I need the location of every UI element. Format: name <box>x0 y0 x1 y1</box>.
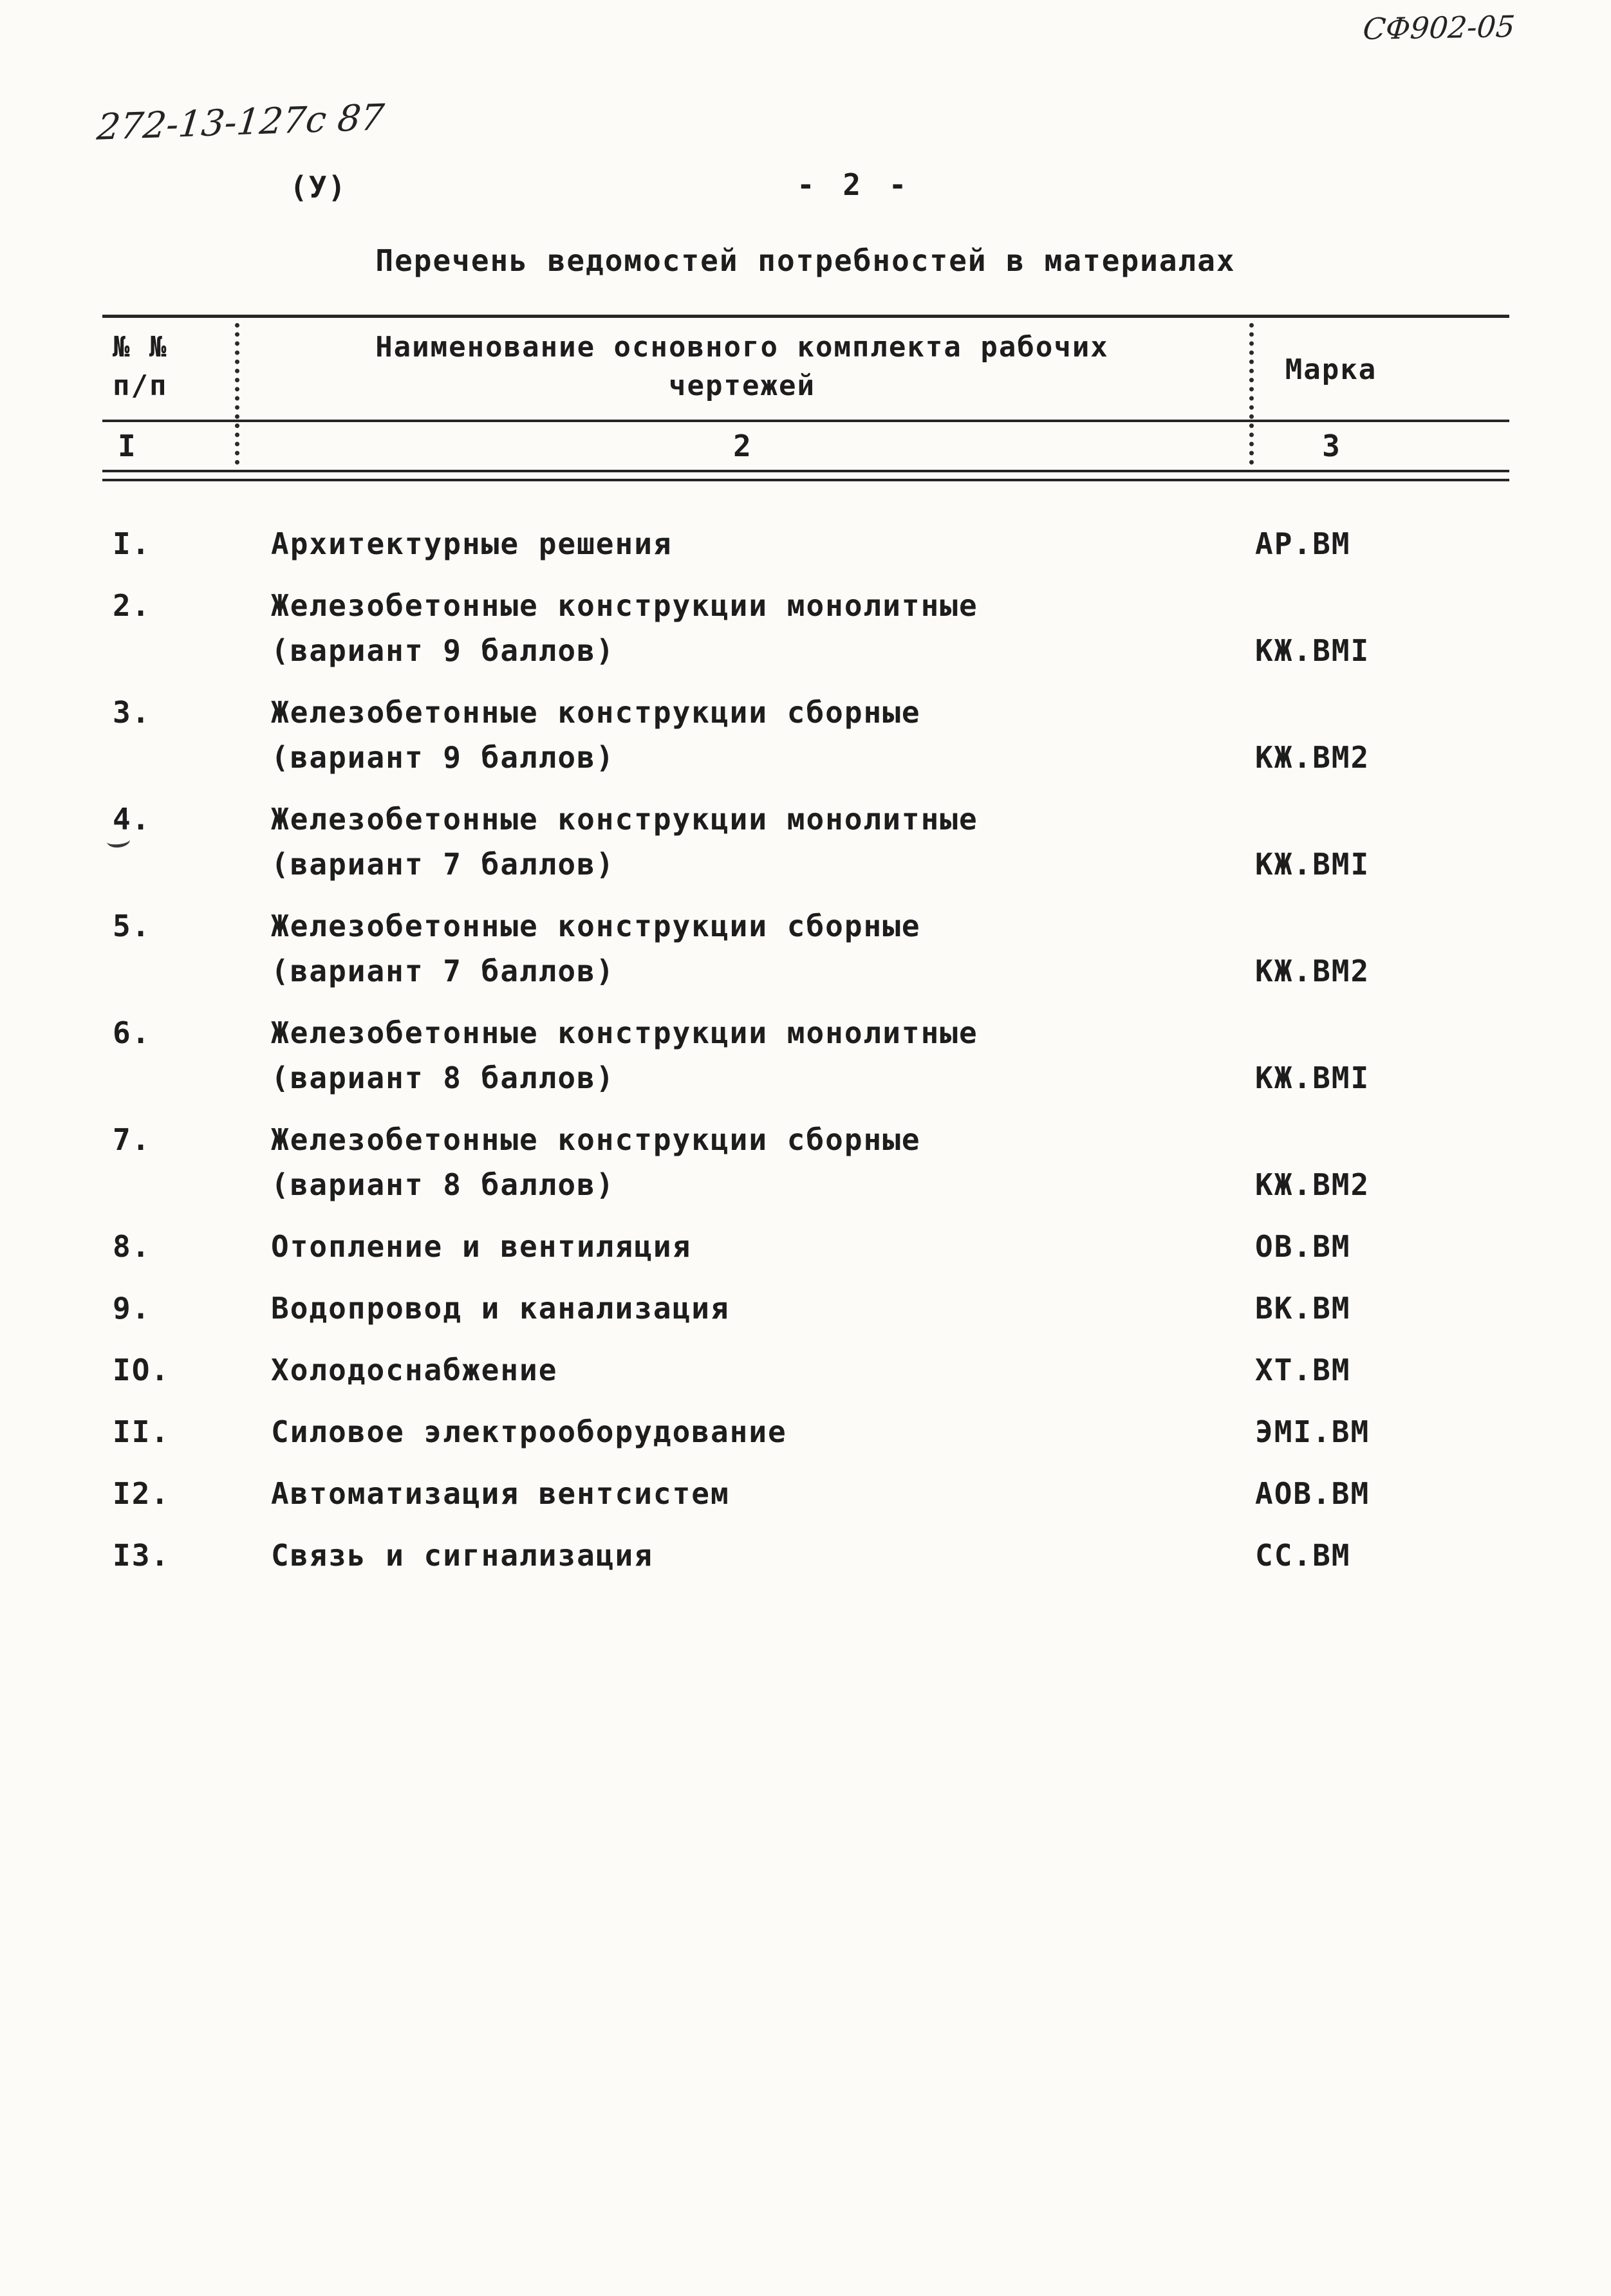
row-number: 2. <box>113 588 151 623</box>
row-mark: КЖ.ВМI <box>1255 847 1370 882</box>
table-row <box>102 583 1509 673</box>
row-name-line2: (вариант 9 баллов) <box>271 740 615 775</box>
row-name-line1: Железобетонные конструкции монолитные <box>271 588 978 623</box>
row-mark: КЖ.ВМ2 <box>1255 954 1370 988</box>
series-mark: (У) <box>290 170 348 205</box>
materials-list-table <box>102 315 1509 1595</box>
row-name-line1: Холодоснабжение <box>271 1353 558 1387</box>
row-name-line2: (вариант 9 баллов) <box>271 633 615 668</box>
row-number: 4. <box>113 802 151 837</box>
table-body <box>102 481 1509 1578</box>
row-mark: КЖ.ВМ2 <box>1255 1167 1370 1202</box>
row-mark: КЖ.ВМ2 <box>1255 740 1370 775</box>
row-number: I. <box>113 526 151 561</box>
row-number: II. <box>113 1414 171 1449</box>
double-rule <box>102 470 1509 481</box>
table-row <box>102 797 1509 887</box>
row-name-line1: Железобетонные конструкции монолитные <box>271 1015 978 1050</box>
table-row <box>102 690 1509 780</box>
column-separator-dotted-right <box>1249 323 1254 465</box>
row-name-line1: Железобетонные конструкции сборные <box>271 909 921 943</box>
row-mark: ОВ.ВМ <box>1255 1229 1351 1264</box>
row-name-line1: Силовое электрооборудование <box>271 1414 787 1449</box>
column-index-3: 3 <box>1322 429 1340 463</box>
row-number: 6. <box>113 1015 151 1050</box>
header-name-line1: Наименование основного комплекта рабочих <box>375 331 1109 364</box>
table-column-index-row <box>102 422 1509 470</box>
header-number-line1: № № <box>113 331 168 364</box>
table-row <box>102 1409 1509 1454</box>
header-number-line2: п/п <box>113 369 168 402</box>
row-mark: КЖ.ВМI <box>1255 633 1370 668</box>
header-mark-column: Марка <box>1285 353 1377 386</box>
table-row <box>102 1286 1509 1331</box>
handwritten-code-top-right: СФ902-05 <box>1361 8 1516 47</box>
header-number-column <box>102 328 235 405</box>
row-name-line1: Железобетонные конструкции сборные <box>271 1122 921 1157</box>
row-number: IO. <box>113 1353 171 1387</box>
column-separator-dotted-left <box>235 323 239 465</box>
row-name-line1: Железобетонные конструкции монолитные <box>271 802 978 837</box>
document-title: Перечень ведомостей потребностей в материалах <box>375 243 1236 278</box>
row-mark: АОВ.ВМ <box>1255 1476 1370 1511</box>
row-name-line1: Архитектурные решения <box>271 526 673 561</box>
table-row <box>102 1224 1509 1269</box>
header-name-line2: чертежей <box>669 369 815 402</box>
row-mark: ХТ.ВМ <box>1255 1353 1351 1387</box>
row-mark: КЖ.ВМI <box>1255 1060 1370 1095</box>
row-name-line1: Отопление и вентиляция <box>271 1229 692 1264</box>
row-mark: СС.ВМ <box>1255 1538 1351 1573</box>
table-row <box>102 521 1509 566</box>
row-name-line1: Железобетонные конструкции сборные <box>271 695 921 730</box>
table-row <box>102 903 1509 994</box>
row-number: 7. <box>113 1122 151 1157</box>
row-mark: АР.ВМ <box>1255 526 1351 561</box>
table-header-labels <box>102 318 1509 422</box>
handwritten-code-top-left: 272-13-127с 87 <box>95 97 386 149</box>
row-name-line2: (вариант 7 баллов) <box>271 954 615 988</box>
table-row <box>102 1533 1509 1578</box>
row-name-line2: (вариант 8 баллов) <box>271 1167 615 1202</box>
row-name-line1: Связь и сигнализация <box>271 1538 653 1573</box>
row-number: 9. <box>113 1291 151 1326</box>
row-name-line1: Автоматизация вентсистем <box>271 1476 730 1511</box>
column-index-2: 2 <box>733 429 751 463</box>
row-number: 5. <box>113 909 151 943</box>
page-number: - 2 - <box>797 167 912 202</box>
row-number: 8. <box>113 1229 151 1264</box>
row-mark: ЭМI.ВМ <box>1255 1414 1370 1449</box>
table-row <box>102 1347 1509 1393</box>
row-name-line2: (вариант 8 баллов) <box>271 1060 615 1095</box>
table-header <box>102 315 1509 470</box>
header-name-column <box>235 328 1249 405</box>
column-index-1: I <box>118 429 136 463</box>
row-number: I2. <box>113 1476 171 1511</box>
row-name-line2: (вариант 7 баллов) <box>271 847 615 882</box>
table-row <box>102 1117 1509 1207</box>
table-row <box>102 1471 1509 1516</box>
row-mark: ВК.ВМ <box>1255 1291 1351 1326</box>
row-name-line1: Водопровод и канализация <box>271 1291 730 1326</box>
table-row <box>102 1010 1509 1100</box>
row-number: I3. <box>113 1538 171 1573</box>
row-number: 3. <box>113 695 151 730</box>
